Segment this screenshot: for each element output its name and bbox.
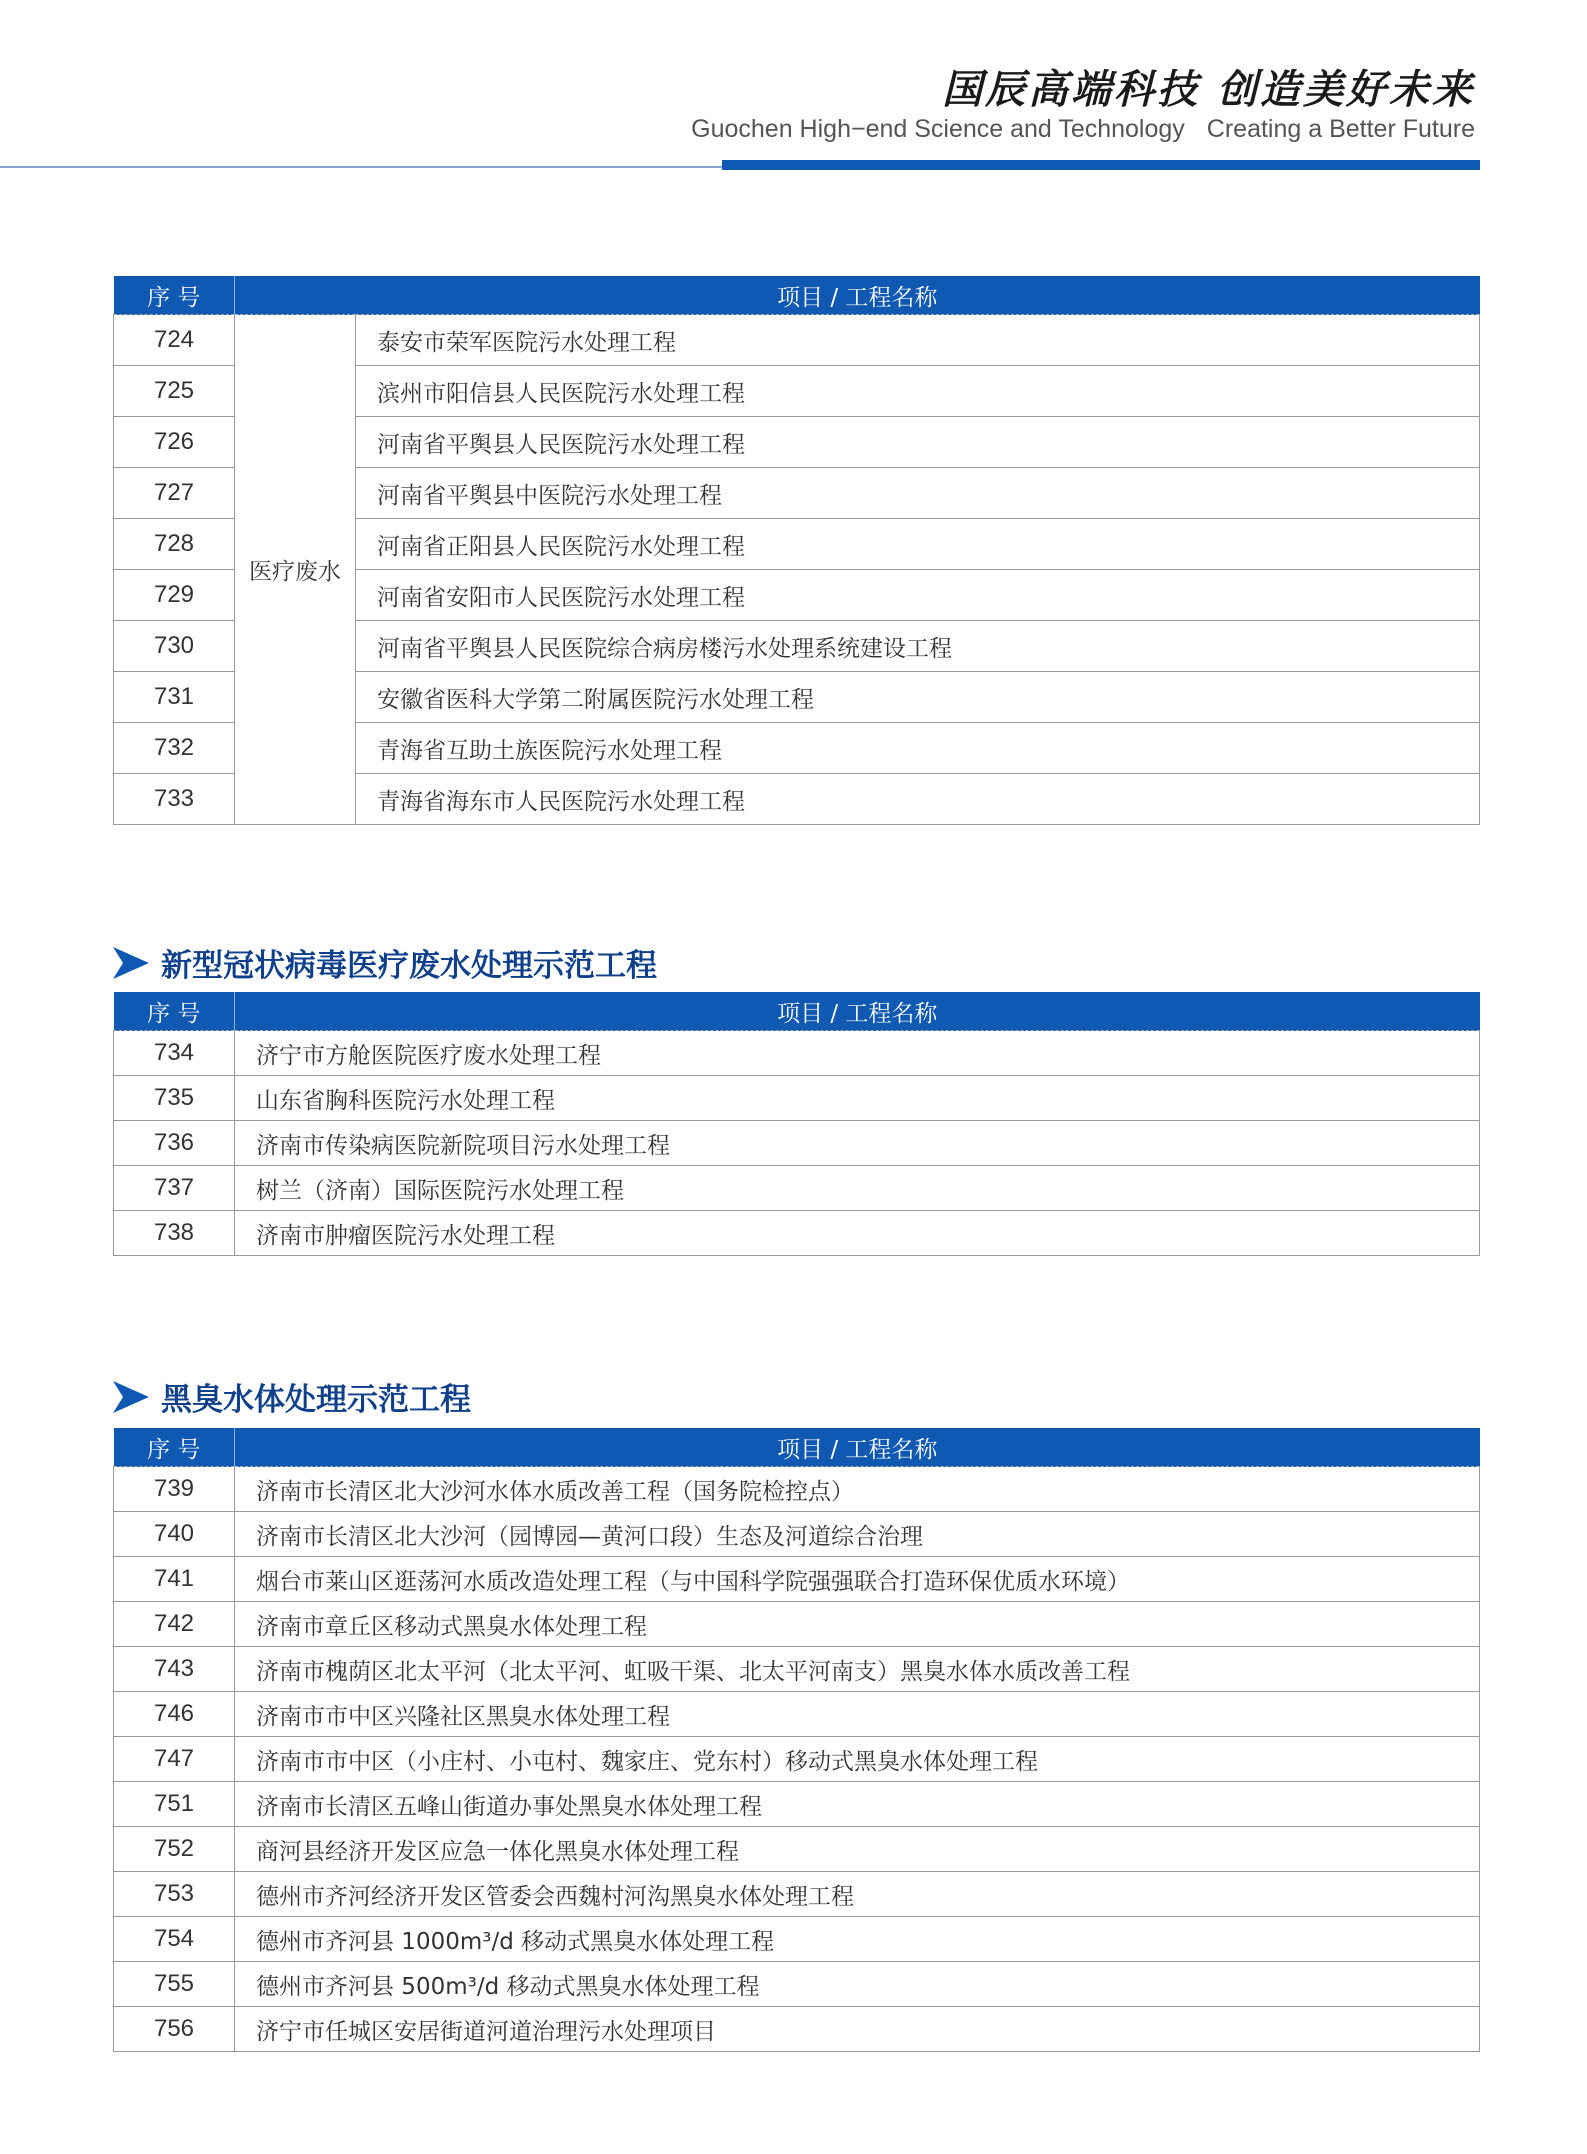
row-number: 740: [114, 1512, 235, 1557]
project-name: 济南市长清区五峰山街道办事处黑臭水体处理工程: [235, 1782, 1480, 1827]
table-row: [114, 1962, 1480, 2007]
project-name: 德州市齐河经济开发区管委会西魏村河沟黑臭水体处理工程: [235, 1872, 1480, 1917]
header-divider-line: [0, 166, 722, 168]
table-header-row: [114, 1428, 1480, 1467]
header-accent-bar: [722, 160, 1480, 170]
table-row: [114, 1692, 1480, 1737]
row-number: 726: [114, 417, 235, 468]
column-header-no: 序 号: [114, 1428, 235, 1467]
table-header-row: [114, 276, 1480, 315]
table-row: [114, 1166, 1480, 1211]
column-header-no: 序 号: [114, 276, 235, 315]
project-name: 济南市肿瘤医院污水处理工程: [235, 1211, 1480, 1256]
row-number: 729: [114, 570, 235, 621]
table-row: [114, 1602, 1480, 1647]
row-number: 743: [114, 1647, 235, 1692]
row-number: 755: [114, 1962, 235, 2007]
project-name: 青海省互助土族医院污水处理工程: [356, 723, 1480, 774]
table-row: [114, 1647, 1480, 1692]
project-name: 树兰（济南）国际医院污水处理工程: [235, 1166, 1480, 1211]
header-en-motto: Creating a Better Future: [1206, 115, 1475, 143]
table-row: [114, 1512, 1480, 1557]
table-row: [114, 1737, 1480, 1782]
row-number: 728: [114, 519, 235, 570]
arrow-right-icon: [113, 1381, 149, 1413]
project-name: 济南市章丘区移动式黑臭水体处理工程: [235, 1602, 1480, 1647]
row-number: 754: [114, 1917, 235, 1962]
project-name: 河南省平舆县人民医院污水处理工程: [356, 417, 1480, 468]
project-name: 河南省平舆县人民医院综合病房楼污水处理系统建设工程: [356, 621, 1480, 672]
section-title-covid: [113, 940, 657, 985]
row-number: 724: [114, 315, 235, 366]
row-number: 739: [114, 1467, 235, 1512]
section-title-black-odorous: [113, 1374, 471, 1419]
table-row: [114, 1467, 1480, 1512]
row-number: 737: [114, 1166, 235, 1211]
table-row: [114, 1917, 1480, 1962]
header-en-company: Guochen High−end Science and Technology: [691, 115, 1185, 143]
project-name: 德州市齐河县 500m³/d 移动式黑臭水体处理工程: [235, 1962, 1480, 2007]
row-number: 734: [114, 1031, 235, 1076]
project-name: 河南省安阳市人民医院污水处理工程: [356, 570, 1480, 621]
table-row: [114, 1031, 1480, 1076]
row-number: 756: [114, 2007, 235, 2052]
table-row: [114, 315, 1480, 366]
row-number: 733: [114, 774, 235, 825]
project-name: 济南市市中区（小庄村、小屯村、魏家庄、党东村）移动式黑臭水体处理工程: [235, 1737, 1480, 1782]
row-number: 747: [114, 1737, 235, 1782]
covid-wastewater-table: [113, 992, 1480, 1256]
row-number: 738: [114, 1211, 235, 1256]
table-row: [114, 1827, 1480, 1872]
row-number: 730: [114, 621, 235, 672]
section-title-text: 黑臭水体处理示范工程: [161, 1382, 471, 1418]
project-name: 安徽省医科大学第二附属医院污水处理工程: [356, 672, 1480, 723]
category-cell: 医疗废水: [235, 315, 356, 825]
table-row: [114, 1557, 1480, 1602]
project-name: 烟台市莱山区逛荡河水质改造处理工程（与中国科学院强强联合打造环保优质水环境）: [235, 1557, 1480, 1602]
table-row: [114, 1782, 1480, 1827]
project-name: 济南市槐荫区北太平河（北太平河、虹吸干渠、北太平河南支）黑臭水体水质改善工程: [235, 1647, 1480, 1692]
medical-wastewater-table: [113, 276, 1480, 825]
row-number: 725: [114, 366, 235, 417]
project-name: 滨州市阳信县人民医院污水处理工程: [356, 366, 1480, 417]
row-number: 753: [114, 1872, 235, 1917]
header-slogan-cn: 国辰高端科技 创造美好未来: [942, 66, 1475, 113]
table-row: [114, 1211, 1480, 1256]
arrow-right-icon: [113, 947, 149, 979]
row-number: 727: [114, 468, 235, 519]
project-name: 河南省正阳县人民医院污水处理工程: [356, 519, 1480, 570]
project-name: 济宁市任城区安居街道河道治理污水处理项目: [235, 2007, 1480, 2052]
table-header-row: [114, 992, 1480, 1031]
row-number: 742: [114, 1602, 235, 1647]
project-name: 济南市传染病医院新院项目污水处理工程: [235, 1121, 1480, 1166]
project-name: 青海省海东市人民医院污水处理工程: [356, 774, 1480, 825]
row-number: 732: [114, 723, 235, 774]
project-name: 商河县经济开发区应急一体化黑臭水体处理工程: [235, 1827, 1480, 1872]
row-number: 735: [114, 1076, 235, 1121]
section-title-text: 新型冠状病毒医疗废水处理示范工程: [161, 948, 657, 984]
project-name: 济南市长清区北大沙河（园博园—黄河口段）生态及河道综合治理: [235, 1512, 1480, 1557]
project-name: 山东省胸科医院污水处理工程: [235, 1076, 1480, 1121]
column-header-name: 项目 / 工程名称: [235, 992, 1480, 1031]
project-name: 河南省平舆县中医院污水处理工程: [356, 468, 1480, 519]
header-slogan-en: [691, 115, 1475, 144]
column-header-no: 序 号: [114, 992, 235, 1031]
black-odorous-water-table: [113, 1428, 1480, 2052]
row-number: 741: [114, 1557, 235, 1602]
row-number: 736: [114, 1121, 235, 1166]
table-row: [114, 1121, 1480, 1166]
row-number: 746: [114, 1692, 235, 1737]
column-header-name: 项目 / 工程名称: [235, 276, 1480, 315]
project-name: 济南市市中区兴隆社区黑臭水体处理工程: [235, 1692, 1480, 1737]
row-number: 731: [114, 672, 235, 723]
project-name: 德州市齐河县 1000m³/d 移动式黑臭水体处理工程: [235, 1917, 1480, 1962]
project-name: 济宁市方舱医院医疗废水处理工程: [235, 1031, 1480, 1076]
row-number: 751: [114, 1782, 235, 1827]
project-name: 济南市长清区北大沙河水体水质改善工程（国务院检控点）: [235, 1467, 1480, 1512]
table-row: [114, 2007, 1480, 2052]
row-number: 752: [114, 1827, 235, 1872]
table-row: [114, 1872, 1480, 1917]
project-name: 泰安市荣军医院污水处理工程: [356, 315, 1480, 366]
column-header-name: 项目 / 工程名称: [235, 1428, 1480, 1467]
table-row: [114, 1076, 1480, 1121]
